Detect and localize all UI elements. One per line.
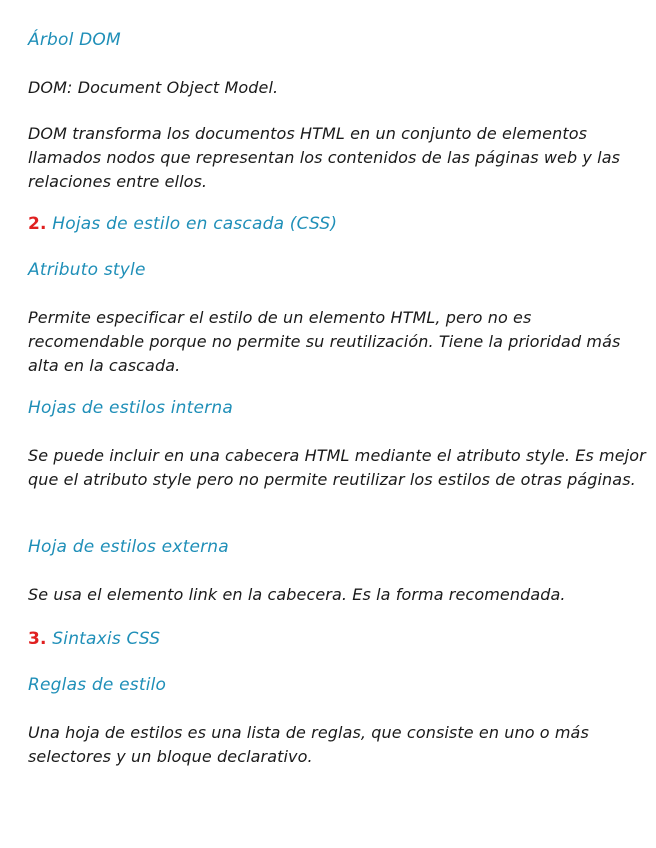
heading-hojas-interna: Hojas de estilos interna	[28, 398, 233, 418]
paragraph-style-description: Permite especificar el estilo de un elemento HTML, pero no es recomendable porque no permite su reutilización. Tiene la prioridad más alta en la cascada.	[28, 308, 621, 375]
heading-reglas: Reglas de estilo	[28, 675, 167, 695]
paragraph-reglas-description: Una hoja de estilos es una lista de reglas, que consiste en uno o más selectores y un bloque declarativo.	[28, 723, 589, 766]
section-number: 3.	[28, 629, 47, 649]
paragraph-externa-description: Se usa el elemento link en la cabecera. Es la forma recomendada.	[28, 585, 566, 604]
heading-atributo-style: Atributo style	[28, 260, 146, 280]
heading-hojas-cascada	[28, 214, 337, 234]
heading-hoja-externa: Hoja de estilos externa	[28, 537, 229, 557]
section-number: 2.	[28, 214, 47, 234]
paragraph-dom-definition: DOM: Document Object Model.	[28, 78, 279, 97]
paragraph-dom-description: DOM transforma los documentos HTML en un conjunto de elementos llamados nodos que representan los contenidos de las páginas web y las relaciones entre ellos.	[28, 124, 621, 191]
paragraph-interna-description: Se puede incluir en una cabecera HTML mediante el atributo style. Es mejor que el atributo style pero no permite reutilizar los estilos de otras páginas.	[28, 446, 646, 489]
section-title: Sintaxis CSS	[52, 629, 161, 649]
heading-sintaxis	[28, 629, 160, 649]
section-title: Hojas de estilo en cascada (CSS)	[52, 214, 338, 234]
heading-arbol-dom: Árbol DOM	[28, 30, 121, 50]
